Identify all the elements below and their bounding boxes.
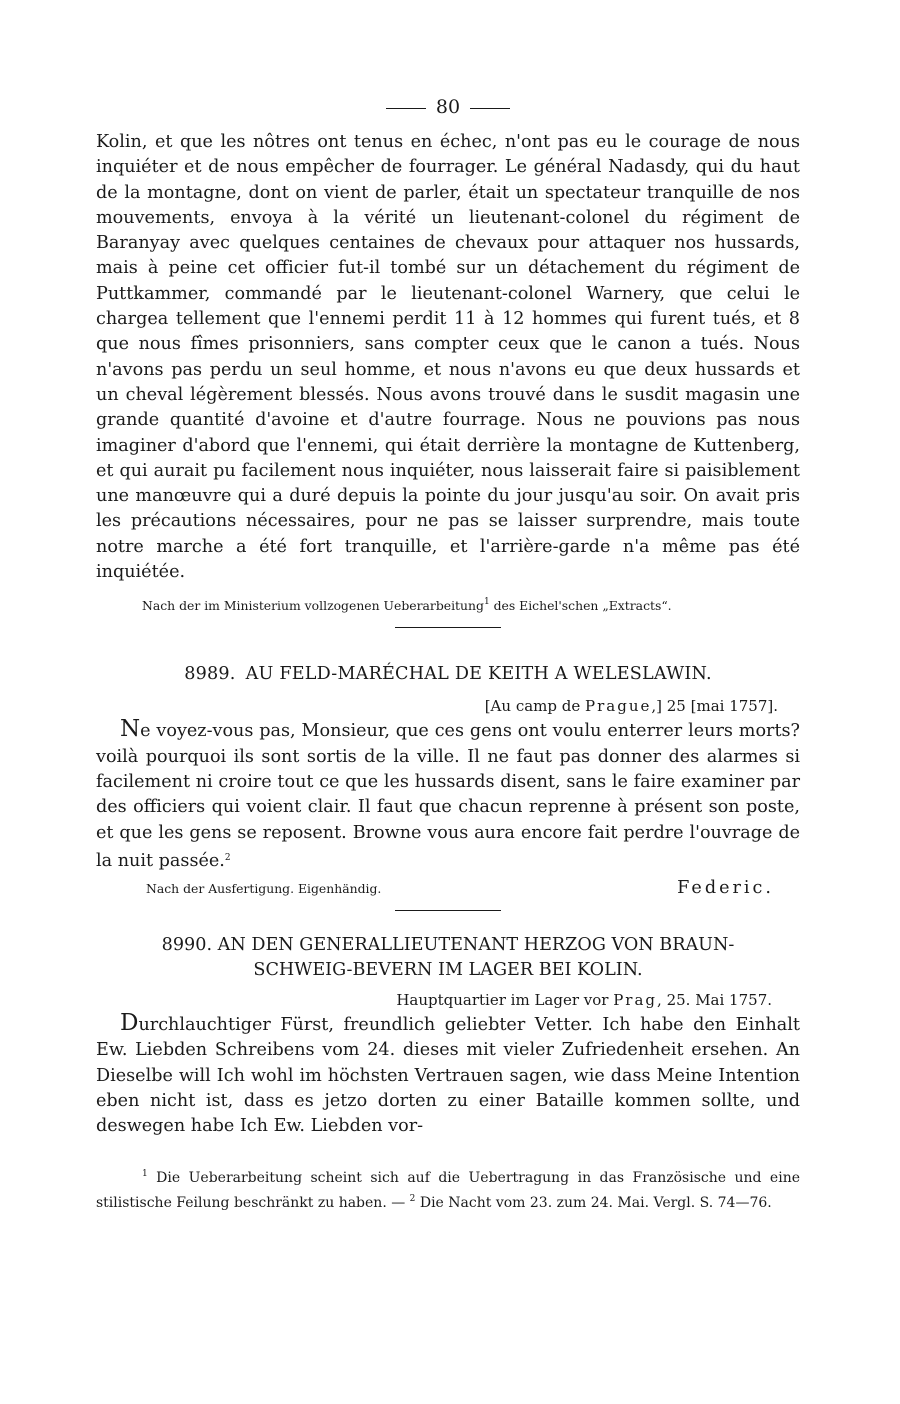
- letter-dateline-8989: [96, 695, 778, 717]
- initial-letter: N: [120, 716, 141, 743]
- letter-body-8990: [96, 1011, 800, 1139]
- letter-body-8989: [96, 717, 800, 874]
- letter-text: [96, 1011, 800, 1139]
- page-number: [96, 92, 800, 130]
- letter-title-line-1: [96, 933, 800, 958]
- page-number-text: 80: [435, 96, 461, 118]
- source-text-end: des Eichel'schen „Extracts“.: [489, 598, 672, 614]
- dateline-open: [Au camp de: [484, 697, 586, 716]
- continuation-source-note: [96, 593, 800, 615]
- letter-text-body: urchlauchtiger Fürst, freundlich geliebter Vetter. Ich habe den Einhalt Ew. Liebden Schreibens vom 24. dieses mit vieler Zufriedenheit ersehen. An Dieselbe will Ich wohl im höchsten Vertrauen sagen, wie dass Meine Intention eben nicht ist, dass es jetzo dorten zu einer Bataille kommen sollte, und deswegen habe Ich Ew. Liebden vor-: [96, 1015, 800, 1137]
- letter-source: Nach der Ausfertigung. Eigenhändig.: [146, 881, 382, 897]
- letter-text-body: e voyez-vous pas, Monsieur, que ces gens ont voulu enterrer leurs morts? voilà pourquoi ils sont sortis de la ville. Il ne faut pas donner des alarmes si facilement ni croire tout ce que les hussards disent, sans le faire examiner par des officiers qui voient clair. Il faut que chacun reprenne à présent son poste, et que les gens se reposent. Browne vous aura encore fait perdre l'ouvrage de la nuit passée.: [96, 721, 800, 871]
- folio-dash-right: [470, 108, 510, 109]
- initial-letter: D: [120, 1010, 139, 1037]
- dateline-place: Prague: [585, 697, 652, 716]
- letter-footer-8989: [96, 878, 800, 898]
- letter-dateline-8990: [96, 989, 772, 1011]
- dateline-close: ,] 25 [mai 1757].: [651, 697, 778, 716]
- dateline-open: Hauptquartier im Lager vor: [396, 991, 614, 1010]
- dateline-close: , 25. Mai 1757.: [657, 991, 772, 1010]
- letter-heading-8990: [96, 933, 800, 983]
- letter-text: [96, 717, 800, 874]
- section-divider: [395, 910, 501, 911]
- source-text: Nach der im Ministerium vollzogenen Ueberarbeitung: [142, 598, 484, 614]
- continuation-paragraph: [96, 130, 800, 585]
- letter-signature: Federic.: [677, 878, 774, 899]
- dateline-place: Prag: [613, 991, 658, 1010]
- book-page: [96, 92, 800, 1214]
- footnote: [96, 1164, 800, 1214]
- letter-number: 8990.: [161, 935, 213, 956]
- footnote-text-2: Die Nacht vom 23. zum 24. Mai. Vergl. S. 74—76.: [415, 1194, 772, 1211]
- letter-heading-8989: [96, 662, 800, 687]
- footnote-ref-2: 2: [224, 852, 231, 863]
- folio-dash-left: [386, 108, 426, 109]
- footnote-text-1: Die Ueberarbeitung scheint sich auf die Uebertragung in das Französische und eine stilistische Feilung beschränkt zu haben. —: [96, 1169, 800, 1211]
- continuation-text: Kolin, et que les nôtres ont tenus en échec, n'ont pas eu le courage de nous inquiéter et de nous empêcher de fourrager. Le général Nadasdy, qui du haut de la montagne, dont on vient de parler, était un spectateur tranquille de nos mouvements, envoya à la vérité un lieutenant-colonel du régiment de Baranyay avec quelques centaines de chevaux pour attaquer nos hussards, mais à peine cet officier fut-il tombé sur un détachement du régiment de Puttkammer, commandé par le lieutenant-colonel Warnery, que celui le chargea tellement que l'ennemi perdit 11 à 12 hommes qui furent tués, et 8 que nous fîmes prisonniers, sans compter ceux que le canon a tués. Nous n'avons pas perdu un seul homme, et nous n'avons eu que deux hussards et un cheval légèrement blessés. Nous avons trouvé dans le susdit magasin une grande quantité d'avoine et d'autre fourrage. Nous ne pouvions pas nous imaginer d'abord que l'ennemi, qui était derrière la montagne de Kuttenberg, et qui aurait pu facilement nous inquiéter, nous laisserait faire si paisiblement une manœuvre qui a duré depuis la pointe du jour jusqu'au soir. On avait pris les précautions nécessaires, pour ne pas se laisser surprendre, mais toute notre marche a été fort tranquille, et l'arrière-garde n'a même pas été inquiétée.: [96, 132, 800, 583]
- letter-title: AN DEN GENERALLIEUTENANT HERZOG VON BRAUN-: [217, 935, 735, 956]
- letter-number: 8989.: [184, 664, 236, 685]
- footnote-mark-2: 2: [409, 1193, 416, 1204]
- section-divider: [395, 627, 501, 628]
- letter-title-line-2: SCHWEIG-BEVERN IM LAGER BEI KOLIN.: [253, 960, 643, 981]
- footnote-ref-1: 1: [483, 597, 490, 608]
- footnote-mark-1: 1: [142, 1168, 148, 1179]
- footnotes: [96, 1164, 800, 1214]
- letter-title: AU FELD-MARÉCHAL DE KEITH A WELESLAWIN.: [245, 664, 712, 685]
